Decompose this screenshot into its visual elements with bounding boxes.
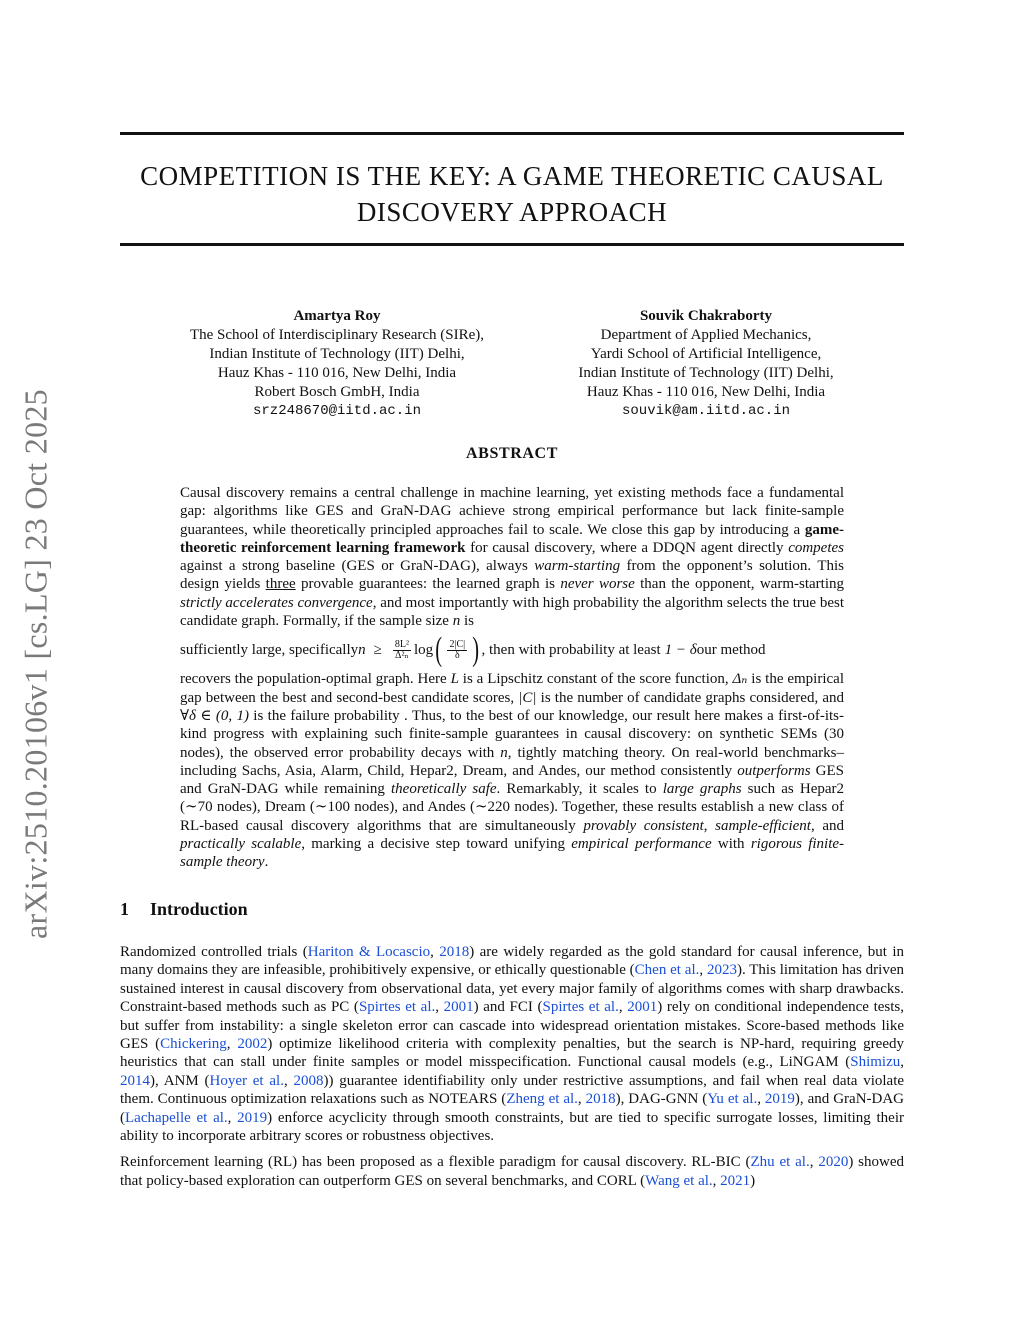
- text: is: [460, 613, 474, 630]
- left-paren: (: [435, 631, 443, 669]
- text: ) rely on conditional independence tests, but suffer from instability: a single skeleton error can cascade into widespread orientation mistakes. Score-based methods like GES (: [120, 999, 905, 1053]
- text: ,: [283, 1072, 294, 1089]
- math-var: n: [358, 642, 366, 659]
- text: ,: [809, 1154, 819, 1171]
- italic-text: warm-starting: [534, 558, 621, 575]
- abstract-body: [180, 484, 844, 872]
- introduction-body: [120, 943, 904, 1198]
- title-top-rule: [120, 132, 904, 135]
- text: than the opponent, warm-starting: [634, 576, 844, 593]
- citation-link[interactable]: Shimizu: [850, 1054, 901, 1071]
- bold-text: game-theoretic reinforcement learning framework: [180, 521, 844, 556]
- text: recovers the population-optimal graph. Here: [180, 671, 451, 688]
- citation-link[interactable]: Spirtes et al.: [542, 999, 619, 1016]
- math-var: n: [452, 613, 461, 630]
- arxiv-identifier[interactable]: arXiv:2510.20106v1 [cs.LG] 23 Oct 2025: [17, 389, 54, 939]
- text: , then with probability at least: [481, 642, 661, 659]
- author-affiliation-line: The School of Interdisciplinary Research (SIRe),: [189, 327, 485, 343]
- text: )) guarantee identifiability only under restrictive assumptions, and fail when real data violate them. Continuous optimization relaxations such as NOTEARS (: [120, 1072, 905, 1108]
- citation-link[interactable]: Wang et al.: [645, 1172, 713, 1189]
- math-expr: ∀δ ∈ (0, 1): [180, 707, 249, 724]
- text: sufficiently large, specifically: [180, 642, 359, 659]
- citation-link[interactable]: Hariton & Locascio: [307, 944, 431, 960]
- abstract-paragraph-2: [180, 670, 844, 871]
- text: ,: [577, 1091, 586, 1108]
- text: ,: [227, 1109, 238, 1126]
- text: ,: [712, 1172, 721, 1189]
- citation-year-link[interactable]: 2019: [237, 1109, 268, 1126]
- text: Reinforcement learning (RL) has been proposed as a flexible paradigm for causal discovery. RL-BIC (: [120, 1154, 751, 1171]
- citation-link[interactable]: Spirtes et al.: [358, 999, 436, 1016]
- text: is a Lipschitz constant of the score function,: [458, 671, 733, 688]
- text: ). This limitation has driven sustained interest in causal discovery from observational data, yet every major family of algorithms comes with sharp drawbacks. Constraint-based methods such as PC (: [120, 962, 905, 1016]
- citation-year-link[interactable]: 2001: [627, 999, 658, 1016]
- citation-link[interactable]: Chen et al.: [634, 962, 700, 979]
- text: with: [711, 836, 751, 853]
- citation-link[interactable]: Hoyer et al.: [209, 1072, 284, 1089]
- text: ) enforce acyclicity through smooth constraints, but are tied to specific surrogate losses, limiting their ability to incorporate arbitrary scores or robustness objectives.: [120, 1109, 905, 1145]
- text: ), and GraN-DAG (: [120, 1091, 905, 1126]
- italic-text: never worse: [560, 576, 635, 593]
- math-log: log: [413, 642, 434, 659]
- text: ,: [226, 1036, 238, 1053]
- text: for causal discovery, where a DDQN agent directly: [465, 539, 789, 556]
- citation-link[interactable]: Lachapelle et al.: [125, 1109, 228, 1126]
- fraction-denominator: δ: [454, 649, 460, 661]
- author-affiliation-line: Indian Institute of Technology (IIT) Delhi,: [209, 346, 465, 362]
- text: is the empirical gap between the best and second-best candidate scores,: [180, 671, 844, 706]
- text: .: [264, 854, 269, 871]
- author-affiliation-line: Robert Bosch GmbH, India: [254, 384, 420, 400]
- text: , and most importantly with high probability the algorithm selects the true best candidate graph. Formally, if the sample size: [180, 594, 845, 630]
- italic-text: sample-efficient: [715, 817, 811, 834]
- italic-text: rigorous finite-sample theory: [180, 836, 845, 871]
- intro-paragraph-1: [120, 943, 904, 1145]
- text: ) optimize likelihood criteria with complexity penalties, but the search is NP-hard, requiring greedy heuristics that can stall under finite samples or model misspecification. Functional causal models (e.g., LiNGAM (: [120, 1036, 904, 1071]
- fraction-lipschitz: [393, 640, 411, 661]
- fraction-numerator: 8L²: [394, 638, 409, 650]
- text: ) are widely regarded as the gold standard for causal inference, but in many domains they are infeasible, prohibitively expensive, or ethically questionable (: [120, 944, 904, 979]
- fraction-numerator: 2|C|: [449, 638, 466, 650]
- citation-year-link[interactable]: 2020: [818, 1154, 849, 1171]
- math-var: |C|: [518, 689, 537, 706]
- text: provable guarantees: the learned graph is: [295, 576, 561, 593]
- italic-text: practically scalable: [180, 836, 302, 853]
- underlined-text: three: [265, 576, 296, 593]
- author-email[interactable]: srz248670@iitd.ac.in: [252, 403, 422, 419]
- citation-link[interactable]: Zheng et al.: [506, 1091, 578, 1108]
- math-expr: 1 − δ: [664, 642, 697, 659]
- citation-year-link[interactable]: 2019: [764, 1091, 795, 1108]
- fraction-denominator: Δ²ₙ: [395, 649, 409, 661]
- italic-text: competes: [788, 539, 844, 556]
- citation-year-link[interactable]: 2014: [120, 1072, 150, 1089]
- right-paren: ): [472, 631, 480, 669]
- abstract-sample-size-bound: [180, 630, 844, 670]
- text: ,: [430, 944, 440, 960]
- italic-text: strictly accelerates convergence: [180, 594, 373, 611]
- math-var: L: [450, 671, 459, 688]
- text: ) showed that policy-based exploration can outperform GES on several benchmarks, and CORL (: [120, 1154, 904, 1189]
- text: , and: [810, 817, 844, 834]
- text: from the opponent’s solution. This design yields: [180, 558, 844, 593]
- text: is the number of candidate graphs considered, and: [536, 689, 844, 706]
- fraction-candidates: [447, 640, 467, 661]
- author-email[interactable]: souvik@am.iitd.ac.in: [621, 403, 791, 419]
- italic-text: theoretically safe: [391, 781, 497, 798]
- text: ) and FCI (: [473, 999, 543, 1016]
- author-affiliation-line: Department of Applied Mechanics,: [600, 327, 812, 343]
- author-name: Souvik Chakraborty: [639, 308, 773, 324]
- paper-title: [120, 158, 904, 230]
- title-line-2-text: DISCOVERY APPROACH: [356, 197, 668, 227]
- author-affiliation-line: Hauz Khas - 110 016, New Delhi, India: [217, 365, 457, 381]
- text: ,: [618, 999, 628, 1016]
- section-number: 1: [120, 899, 129, 919]
- citation-year-link[interactable]: 2008: [293, 1072, 324, 1089]
- text: Causal discovery remains a central challenge in machine learning, yet existing methods face a fundamental gap: algorithms like GES and GraN-DAG achieve strong empirical performance but lack finite-sample guarantees, while theoretically principled approaches fail to scale. We close this gap by introducing a: [180, 485, 844, 538]
- citation-year-link[interactable]: 2001: [443, 999, 474, 1016]
- text: , tightly matching theory. On real-world benchmarks–including Sachs, Asia, Alarm, Child, Hepar2, Dream, and Andes, our method consistently: [180, 744, 844, 779]
- text: ): [750, 1172, 756, 1189]
- abstract-paragraph-1: [180, 484, 844, 630]
- title-bottom-rule: [120, 243, 904, 246]
- citation-year-link[interactable]: 2021: [720, 1172, 751, 1189]
- section-title: Introduction: [150, 899, 248, 919]
- title-line-2: [120, 194, 904, 230]
- citation-year-link[interactable]: 2023: [706, 962, 737, 979]
- text: GES and GraN-DAG while remaining: [180, 762, 844, 798]
- italic-text: provably consistent: [583, 817, 704, 834]
- text: ), DAG-GNN (: [615, 1091, 708, 1108]
- text: ,: [757, 1091, 765, 1108]
- text: ), ANM (: [150, 1072, 210, 1089]
- text: ,: [699, 962, 707, 979]
- text: Randomized controlled trials (: [120, 944, 308, 960]
- citation-link[interactable]: Chickering: [160, 1036, 227, 1053]
- text: our method: [696, 642, 766, 659]
- arxiv-stamp-area: [0, 373, 72, 955]
- citation-link[interactable]: Yu et al.: [707, 1091, 758, 1108]
- math-var: Δₙ: [732, 671, 748, 688]
- title-line-1-text: COMPETITION IS THE KEY: A GAME THEORETIC CAUSAL: [140, 161, 884, 191]
- italic-text: outperforms: [737, 762, 811, 779]
- text: is the failure probability . Thus, to the best of our knowledge, our result here makes a first-of-its-kind progress with explaining such finite-sample guarantees in causal discovery: on synthetic SEMs (30 nodes), the observed error probability decays with: [180, 707, 844, 761]
- text: such as Hepar2 (∼70 nodes), Dream (∼100 nodes), and Andes (∼220 nodes). Together, these results establish a new class of RL-based causal discovery algorithms that are simultaneously: [180, 781, 845, 834]
- author-name: Amartya Roy: [293, 308, 381, 324]
- section-heading-introduction: [120, 899, 248, 920]
- abstract-heading: ABSTRACT: [466, 445, 558, 462]
- text: . Remarkably, it scales to: [496, 781, 663, 798]
- math-geq: ≥: [373, 642, 382, 659]
- author-block-1: [137, 307, 537, 421]
- italic-text: large graphs: [662, 781, 742, 798]
- author-block-2: [506, 307, 906, 421]
- citation-year-link[interactable]: 2002: [237, 1036, 268, 1053]
- author-affiliation-line: Indian Institute of Technology (IIT) Delhi,: [578, 365, 834, 381]
- text: against a strong baseline (GES or GraN-DAG), always: [180, 558, 535, 575]
- citation-year-link[interactable]: 2018: [439, 944, 470, 960]
- citation-link[interactable]: Zhu et al.: [750, 1154, 810, 1171]
- intro-paragraph-2: [120, 1153, 904, 1190]
- italic-text: empirical performance: [571, 836, 712, 853]
- text: ,: [703, 817, 716, 834]
- author-affiliation-line: Hauz Khas - 110 016, New Delhi, India: [586, 384, 826, 400]
- math-var: n: [500, 744, 508, 761]
- author-affiliation-line: Yardi School of Artificial Intelligence,: [590, 346, 822, 362]
- text: , marking a decisive step toward unifying: [301, 836, 572, 853]
- text: ,: [435, 999, 444, 1016]
- text: ,: [900, 1054, 904, 1071]
- citation-year-link[interactable]: 2018: [585, 1091, 616, 1108]
- title-line-1: [120, 158, 904, 194]
